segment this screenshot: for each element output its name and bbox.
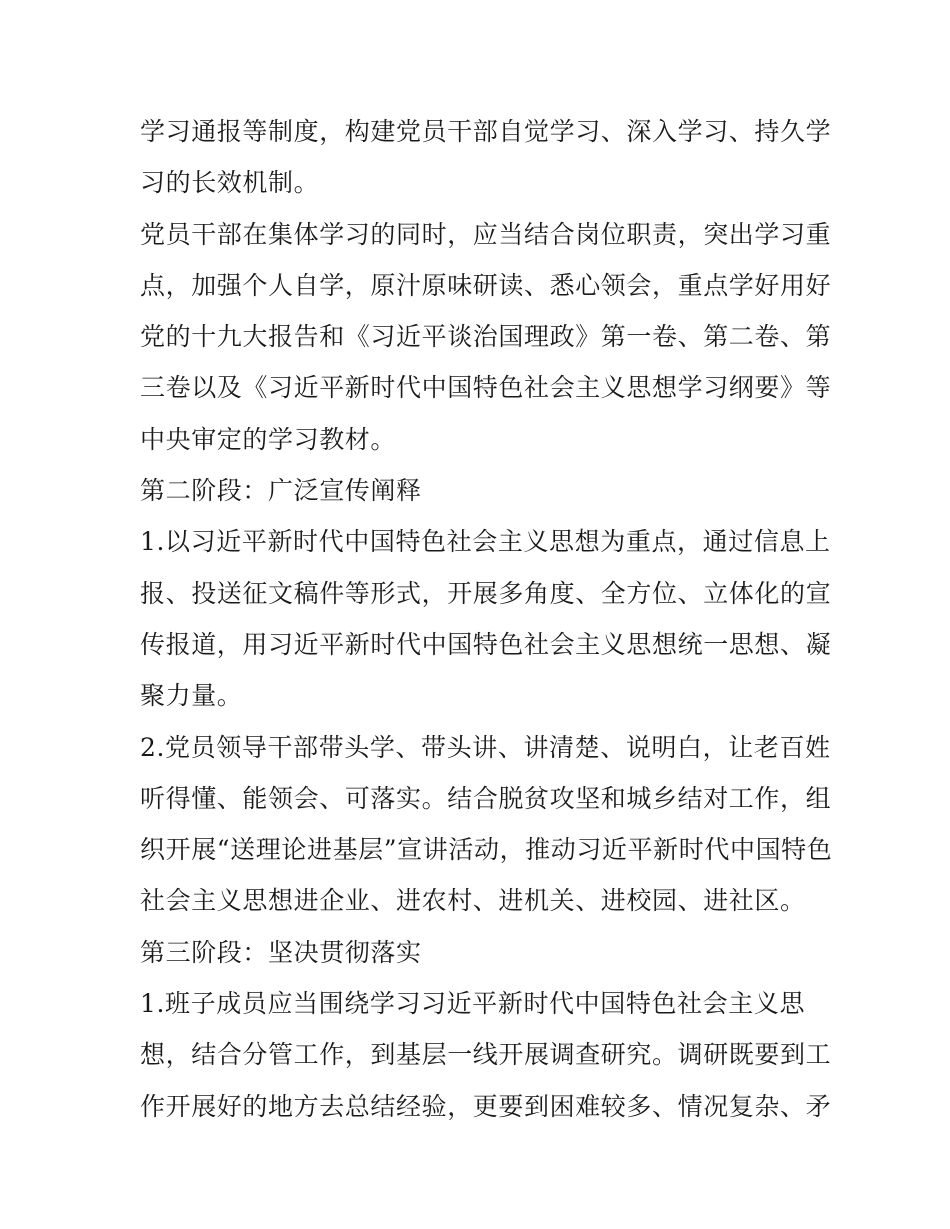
text-line: 社会主义思想进企业、进农村、进机关、进校园、进社区。 [140, 886, 806, 916]
text-line: 中央审定的学习教材。 [140, 424, 397, 454]
text-line: 聚力量。 [140, 681, 243, 711]
text-line: 习的长效机制。 [140, 168, 320, 198]
text-line: 作开展好的地方去总结经验，更要到困难较多、情况复杂、矛 [140, 1091, 832, 1121]
text-line: 传报道，用习近平新时代中国特色社会主义思想统一思想、凝 [140, 629, 832, 659]
text-line: 2.党员领导干部带头学、带头讲、讲清楚、说明白，让老百姓 [140, 732, 831, 762]
text-line: 报、投送征文稿件等形式，开展多角度、全方位、立体化的宣 [140, 578, 832, 608]
document-body [140, 106, 833, 1132]
text-line: 想，结合分管工作，到基层一线开展调查研究。调研既要到工 [140, 1040, 832, 1070]
text-line: 党员干部在集体学习的同时，应当结合岗位职责，突出学习重 [140, 219, 832, 249]
text-line: 1.以习近平新时代中国特色社会主义思想为重点，通过信息上 [140, 527, 831, 557]
section-heading: 第二阶段：广泛宣传阐释 [140, 476, 422, 506]
text-line: 点，加强个人自学，原汁原味研读、悉心领会，重点学好用好 [140, 270, 832, 300]
text-line: 学习通报等制度，构建党员干部自觉学习、深入学习、持久学 [140, 117, 832, 146]
text-line: 三卷以及《习近平新时代中国特色社会主义思想学习纲要》等 [140, 373, 832, 403]
text-line: 1.班子成员应当围绕学习习近平新时代中国特色社会主义思 [140, 989, 806, 1019]
text-line: 党的十九大报告和《习近平谈治国理政》第一卷、第二卷、第 [140, 322, 832, 352]
text-line: 听得懂、能领会、可落实。结合脱贫攻坚和城乡结对工作，组 [140, 783, 832, 813]
text-line: 织开展“送理论进基层”宣讲活动，推动习近平新时代中国特色 [140, 835, 833, 865]
section-heading: 第三阶段：坚决贯彻落实 [140, 937, 422, 967]
